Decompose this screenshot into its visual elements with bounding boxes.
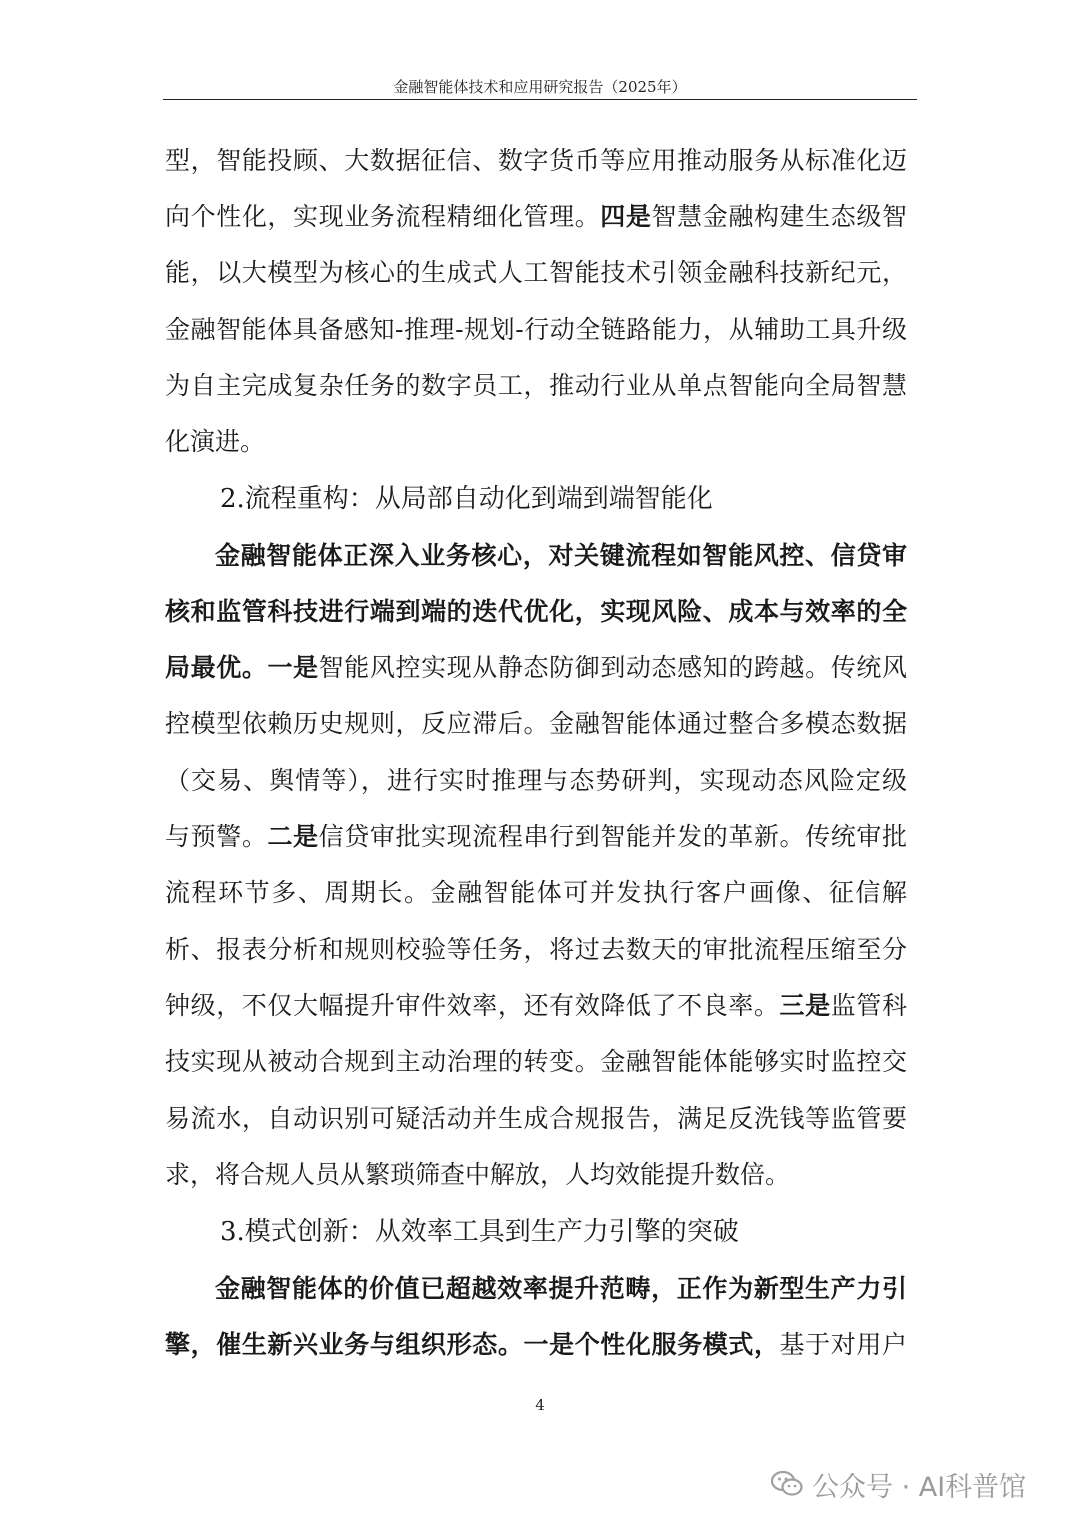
body-line: 析、报表分析和规则校验等任务，将过去数天的审批流程压缩至分 [165, 935, 907, 964]
body-line: 钟级，不仅大幅提升审件效率，还有效降低了不良率。三是监管科 [165, 991, 907, 1020]
wechat-icon [770, 1469, 804, 1499]
watermark-text: 公众号 · AI科普馆 [812, 1471, 1027, 1503]
body-line: 局最优。一是智能风控实现从静态防御到动态感知的跨越。传统风 [165, 653, 907, 682]
section-heading: 2.流程重构：从局部自动化到端到端智能化 [220, 484, 713, 514]
running-header: 金融智能体技术和应用研究报告（2025年） [393, 78, 687, 96]
body-line: 易流水，自动识别可疑活动并生成合规报告，满足反洗钱等监管要 [165, 1104, 907, 1133]
watermark [770, 1464, 1026, 1504]
body-line: 化演进。 [165, 427, 266, 456]
body-line: 向个性化，实现业务流程精细化管理。四是智慧金融构建生态级智 [165, 202, 907, 231]
body-line: 型，智能投顾、大数据征信、数字货币等应用推动服务从标准化迈 [165, 146, 907, 175]
body-line: 求，将合规人员从繁琐筛查中解放，人均效能提升数倍。 [165, 1160, 791, 1189]
body-line: 与预警。二是信贷审批实现流程串行到智能并发的革新。传统审批 [165, 822, 907, 851]
header-divider [163, 99, 917, 100]
body-line: 控模型依赖历史规则，反应滞后。金融智能体通过整合多模态数据 [165, 709, 907, 738]
body-line: 核和监管科技进行端到端的迭代优化，实现风险、成本与效率的全 [165, 597, 907, 626]
body-line: 金融智能体的价值已超越效率提升范畴，正作为新型生产力引 [215, 1274, 907, 1303]
page-number: 4 [535, 1396, 545, 1414]
body-line: 能，以大模型为核心的生成式人工智能技术引领金融科技新纪元， [165, 258, 907, 287]
body-line: 金融智能体具备感知-推理-规划-行动全链路能力，从辅助工具升级 [165, 315, 907, 344]
body-line: （交易、舆情等），进行实时推理与态势研判，实现动态风险定级 [165, 766, 907, 795]
section-heading: 3.模式创新：从效率工具到生产力引擎的突破 [220, 1217, 739, 1247]
body-line: 金融智能体正深入业务核心，对关键流程如智能风控、信贷审 [215, 541, 907, 570]
body-line: 为自主完成复杂任务的数字员工，推动行业从单点智能向全局智慧 [165, 371, 907, 400]
body-line: 技实现从被动合规到主动治理的转变。金融智能体能够实时监控交 [165, 1047, 907, 1076]
body-line: 流程环节多、周期长。金融智能体可并发执行客户画像、征信解 [165, 878, 907, 907]
body-line: 擎，催生新兴业务与组织形态。一是个性化服务模式，基于对用户 [165, 1330, 907, 1359]
